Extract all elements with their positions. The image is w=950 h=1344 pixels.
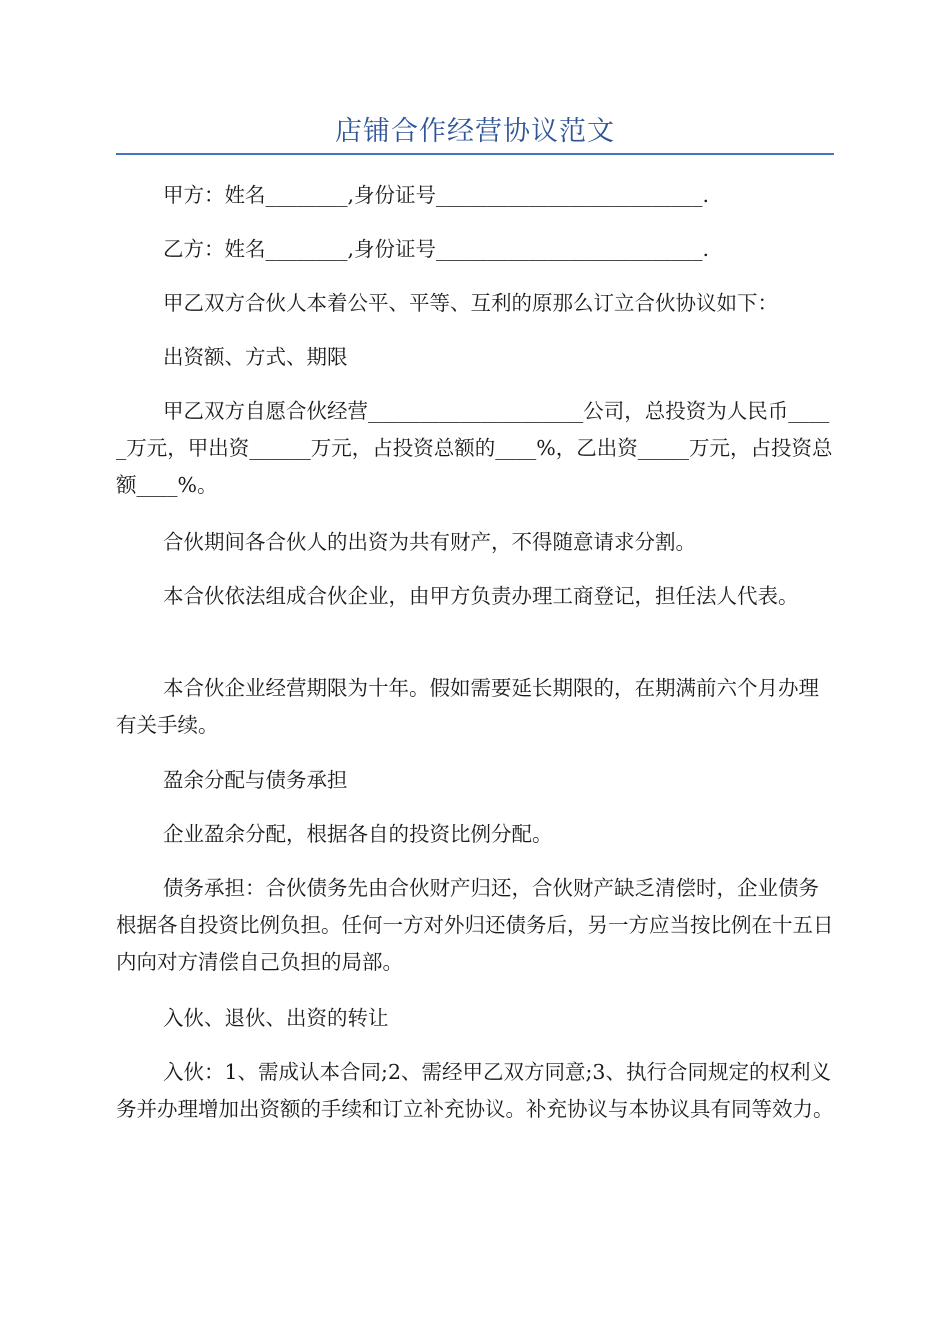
paragraph-party-b: 乙方：姓名________,身份证号__________________________. [163,237,710,261]
paragraph-investment: 甲乙双方自愿合伙经营_____________________公司，总投资为人民币_____万元，甲出资______万元，占投资总额的____%，乙出资_____万元，占投资总额____%。 [116,399,833,497]
section-heading-capital: 出资额、方式、期限 [163,345,348,369]
paragraph-profit: 企业盈余分配，根据各自的投资比例分配。 [163,822,553,846]
paragraph-debt: 债务承担：合伙债务先由合伙财产归还，合伙财产缺乏清偿时，企业债务根据各自投资比例负担。任何一方对外归还债务后，另一方应当按比例在十五日内向对方清偿自己负担的局部。 [116,876,834,974]
paragraph-term: 本合伙企业经营期限为十年。假如需要延长期限的，在期满前六个月办理有关手续。 [116,676,819,737]
section-heading-profit: 盈余分配与债务承担 [163,768,348,792]
paragraph-registration: 本合伙依法组成合伙企业，由甲方负责办理工商登记，担任法人代表。 [163,584,799,608]
document-title: 店铺合作经营协议范文 [335,116,615,147]
paragraph-party-a: 甲方：姓名________,身份证号__________________________. [163,183,710,207]
paragraph-join: 入伙：1、需成认本合同;2、需经甲乙双方同意;3、执行合同规定的权利义务并办理增加出资额的手续和订立补充协议。补充协议与本协议具有同等效力。 [116,1060,834,1121]
paragraph-common-property: 合伙期间各合伙人的出资为共有财产，不得随意请求分割。 [163,530,696,554]
section-heading-join-exit: 入伙、退伙、出资的转让 [163,1006,389,1030]
title-underline [116,153,834,155]
paragraph-intro: 甲乙双方合伙人本着公平、平等、互利的原那么订立合伙协议如下： [163,291,778,315]
